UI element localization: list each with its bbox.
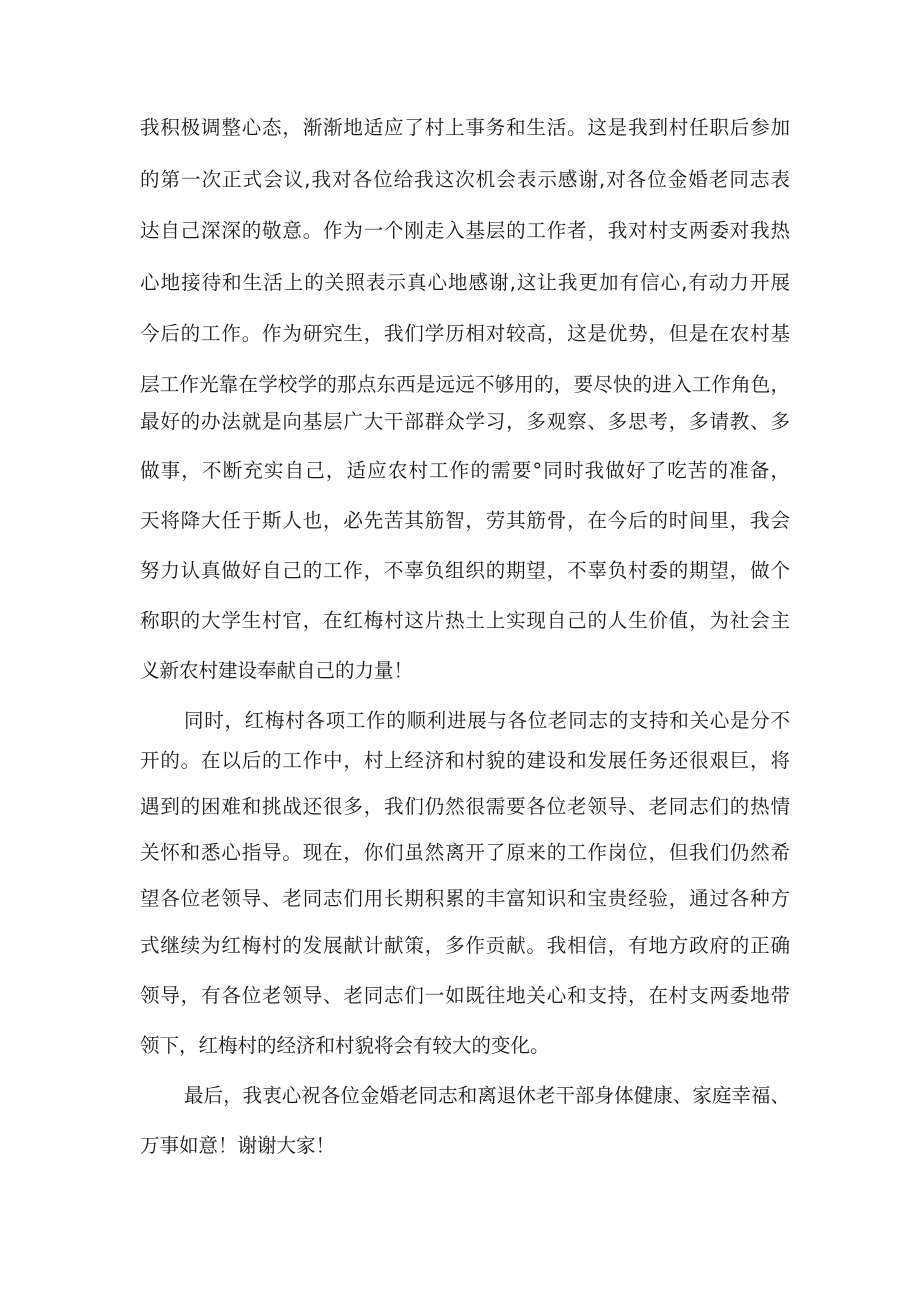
text-line: 层工作光靠在学校学的那点东西是远远不够用的，要尽快的进入工作角色， — [140, 373, 790, 396]
text-line: 式继续为红梅村的发展献计献策，多作贡献。我相信，有地方政府的正确 — [140, 934, 790, 957]
text-line: 的第一次正式会议,我对各位给我这次机会表示感谢,对各位金婚老同志表 — [140, 168, 790, 191]
text-line: 领下，红梅村的经济和村貌将会有较大的变化。 — [140, 1034, 550, 1057]
text-line: 称职的大学生村官，在红梅村这片热土上实现自己的人生价值，为社会主 — [140, 609, 790, 632]
text-line: 开的。在以后的工作中，村上经济和村貌的建设和发展任务还很艰巨，将 — [140, 749, 790, 772]
text-line: 义新农村建设奉献自己的力量！ — [140, 659, 414, 682]
text-line: 天将降大任于斯人也，必先苦其筋智，劳其筋骨，在今后的时间里，我会 — [140, 509, 790, 532]
text-line: 最好的办法就是向基层广大干部群众学习，多观察、多思考，多请教、多 — [140, 410, 790, 433]
text-line: 关怀和悉心指导。现在，你们虽然离开了原来的工作岗位，但我们仍然希 — [140, 841, 790, 864]
text-line: 努力认真做好自己的工作，不辜负组织的期望，不辜负村委的期望，做个 — [140, 559, 790, 582]
text-line: 望各位老领导、老同志们用长期积累的丰富知识和宝贵经验，通过各种方 — [140, 887, 790, 910]
text-line: 遇到的困难和挑战还很多，我们仍然很需要各位老领导、老同志们的热情 — [140, 795, 790, 818]
text-line: 达自己深深的敬意。作为一个刚走入基层的工作者，我对村支两委对我热 — [140, 219, 790, 242]
text-line: 心地接待和生活上的关照表示真心地感谢,这让我更加有信心,有动力开展 — [140, 271, 790, 294]
text-line: 同时，红梅村各项工作的顺利进展与各位老同志的支持和关心是分不 — [184, 709, 790, 732]
text-line: 万事如意！谢谢大家！ — [140, 1134, 336, 1157]
text-line: 做事，不断充实自己，适应农村工作的需要°同时我做好了吃苦的准备， — [140, 459, 790, 482]
text-line: 今后的工作。作为研究生，我们学历相对较高，这是优势，但是在农村基 — [140, 322, 790, 345]
text-line: 领导，有各位老领导、老同志们一如既往地关心和支持，在村支两委地带 — [140, 984, 790, 1007]
text-line: 我积极调整心态，渐渐地适应了村上事务和生活。这是我到村任职后参加 — [140, 116, 790, 139]
text-line: 最后，我衷心祝各位金婚老同志和离退休老干部身体健康、家庭幸福、 — [184, 1084, 790, 1107]
